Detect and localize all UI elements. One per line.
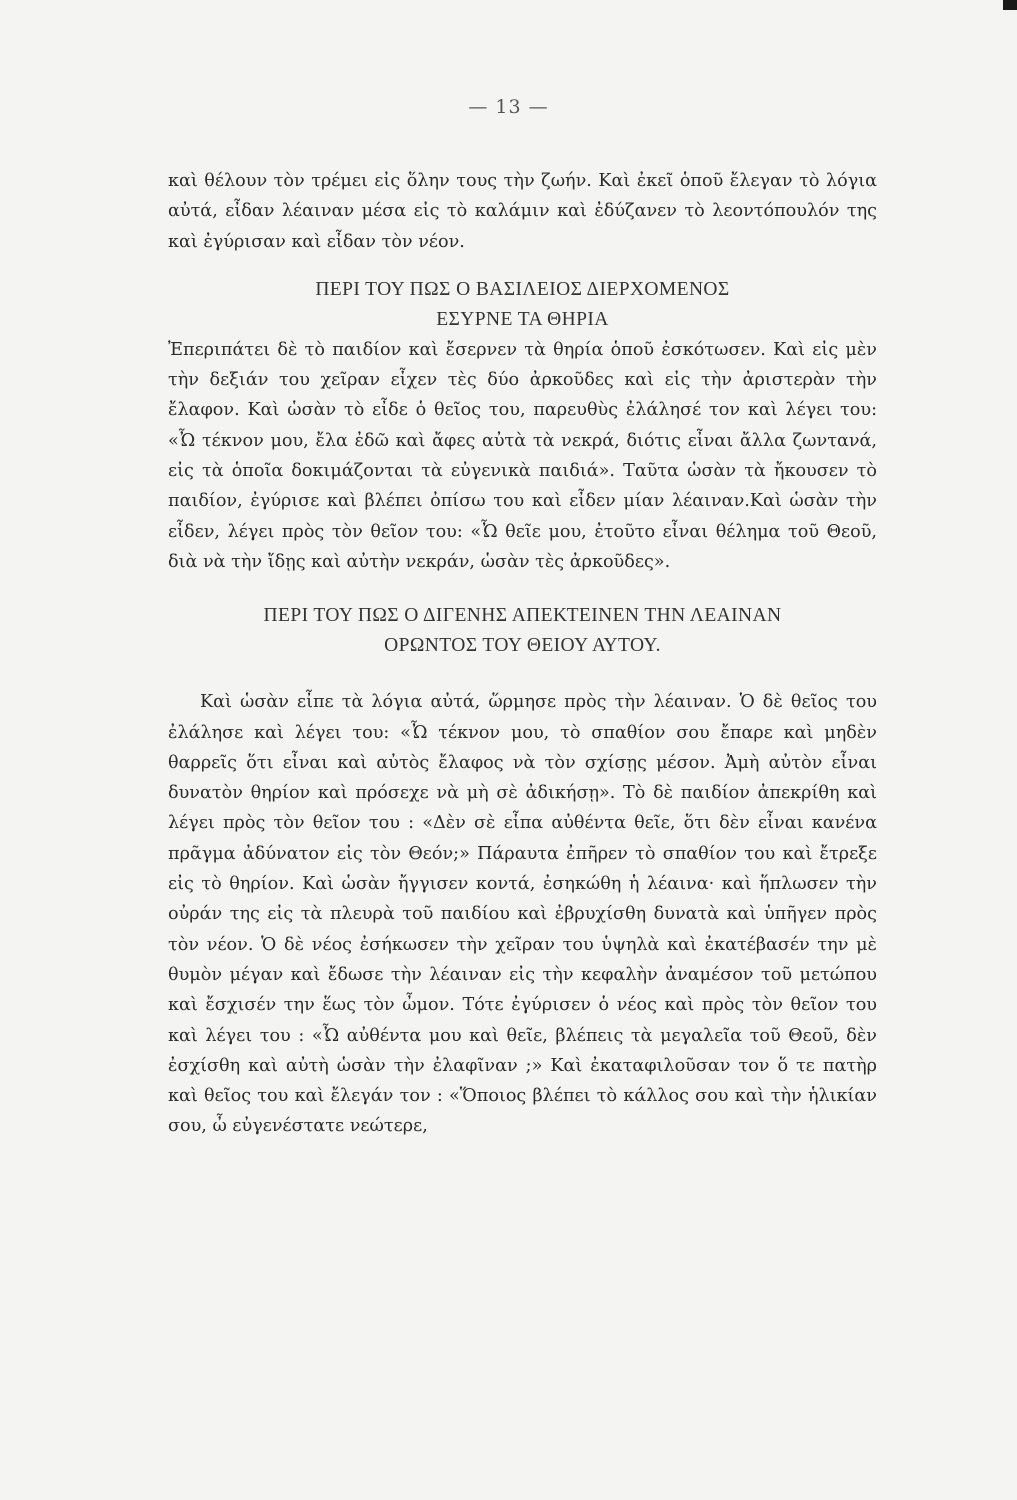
section-2-heading-line-1: ΠΕΡΙ ΤΟΥ ΠΩΣ Ο ΔΙΓΕΝΗΣ ΑΠΕΚΤΕΙΝΕΝ ΤΗΝ ΛΕΑΙΝΑΝ bbox=[263, 605, 782, 627]
page-number: — 13 — bbox=[468, 96, 549, 118]
section-2-heading-line-2: ΟΡΩΝΤΟΣ ΤΟΥ ΘΕΙΟΥ ΑΥΤΟΥ. bbox=[384, 635, 661, 657]
section-2-body: Καὶ ὡσὰν εἶπε τὰ λόγια αὐτά, ὥρμησε πρὸς τὴν λέαιναν. Ὁ δὲ θεῖος του ἐλάλησε καὶ λέγει του: «Ὦ τέκνον μου, τὸ σπαθίον σου ἔπαρε καὶ μηδὲν θαρρεῖς ὅτι εἶναι καὶ αὐτὸς ἔλαφος νὰ τὸν σχίσῃς μέσον. Ἀμὴ αὐτὸν εἶναι δυνατὸν θηρίον καὶ πρόσεχε νὰ μὴ σὲ ἀδικήσῃ». Τὸ δὲ παιδίον ἀπεκρίθη καὶ λέγει πρὸς τὸν θεῖον του : «Δὲν σὲ εἶπα αὐθέντα θεῖε, ὅτι δὲν εἶναι κανένα πρᾶγμα ἀδύνατον εἰς τὸν Θεόν;» Πάραυτα ἐπῆρεν τὸ σπαθίον του καὶ ἔτρεξε εἰς τὸ θηρίον. Καὶ ὡσὰν ἤγγισεν κοντά, ἐσηκώθη ἡ λέαινα· καὶ ἥπλωσεν τὴν οὐράν της εἰς τὰ πλευρὰ τοῦ παιδίου καὶ ἐβρυχίσθη δυνατὰ καὶ ὑπῆγεν πρὸς τὸν νέον. Ὁ δὲ νέος ἐσήκωσεν τὴν χεῖραν του ὑψηλὰ καὶ ἐκατέβασέν την μὲ θυμὸν μέγαν καὶ ἔδωσε τὴν λέαιναν εἰς τὴν κεφαλὴν ἀναμέσον τοῦ μετώπου καὶ ἔσχισέν την ἕως τὸν ὦμον. Τότε ἐγύρισεν ὁ νέος καὶ πρὸς τὸν θεῖον του καὶ λέγει του : «Ὦ αὐθέντα μου καὶ θεῖε, βλέπεις τὰ μεγαλεῖα τοῦ Θεοῦ, δὲν ἐσχίσθη καὶ αὐτὴ ὡσὰν τὴν ἐλαφῖναν ;» Καὶ ἐκαταφιλοῦσαν τον ὅ τε πατὴρ καὶ θεῖος του καὶ ἔλεγάν τον : «Ὅποιος βλέπει τὸ κάλλος σου καὶ τὴν ἡλικίαν σου, ὦ εὐγενέστατε νεώτερε, bbox=[168, 692, 877, 1137]
intro-paragraph: καὶ θέλουν τὸν τρέμει εἰς ὅλην τους τὴν ζωήν. Καὶ ἐκεῖ ὁποῦ ἔλεγαν τὸ λόγια αὐτά, εἶδαν λέαιναν μέσα εἰς τὸ καλάμιν καὶ ἐδύζανεν τὸ λεοντόπουλόν της καὶ ἐγύρισαν καὶ εἶδαν τὸν νέον. bbox=[168, 171, 877, 252]
section-1-heading-line-1: ΠΕΡΙ ΤΟΥ ΠΩΣ Ο ΒΑΣΙΛΕΙΟΣ ΔΙΕΡΧΟΜΕΝΟΣ bbox=[315, 278, 730, 300]
section-1 bbox=[168, 275, 877, 577]
corner-mark bbox=[1003, 0, 1017, 10]
page-content bbox=[168, 166, 877, 1142]
section-2 bbox=[168, 601, 877, 1141]
section-1-heading-line-2: ΕΣΥΡΝΕ ΤΑ ΘΗΡΙΑ bbox=[436, 308, 609, 330]
section-1-body: Ἐπεριπάτει δὲ τὸ παιδίον καὶ ἔσερνεν τὰ θηρία ὁποῦ ἐσκότωσεν. Καὶ εἰς μὲν τὴν δεξιάν του χεῖραν εἶχεν τὲς δύο ἀρκοῦδες καὶ εἰς τὴν ἀριστερὰν τὴν ἔλαφον. Καὶ ὡσὰν τὸ εἶδε ὁ θεῖος του, παρευθὺς ἐλάλησέ τον καὶ λέγει του: «Ὦ τέκνον μου, ἔλα ἐδῶ καὶ ἄφες αὐτὰ τὰ νεκρά, διότις εἶναι ἄλλα ζωντανά, εἰς τὰ ὁποῖα δοκιμάζονται τὰ εὐγενικὰ παιδιά». Ταῦτα ὡσὰν τὰ ἤκουσεν τὸ παιδίον, ἐγύρισε καὶ βλέπει ὀπίσω του καὶ εἶδεν μίαν λέαιναν.Καὶ ὡσὰν τὴν εἶδεν, λέγει πρὸς τὸν θεῖον του: «Ὦ θεῖε μου, ἐτοῦτο εἶναι θέλημα τοῦ Θεοῦ, διὰ νὰ τὴν ἴδῃς καὶ αὐτὴν νεκράν, ὡσὰν τὲς ἀρκοῦδες». bbox=[168, 339, 877, 572]
